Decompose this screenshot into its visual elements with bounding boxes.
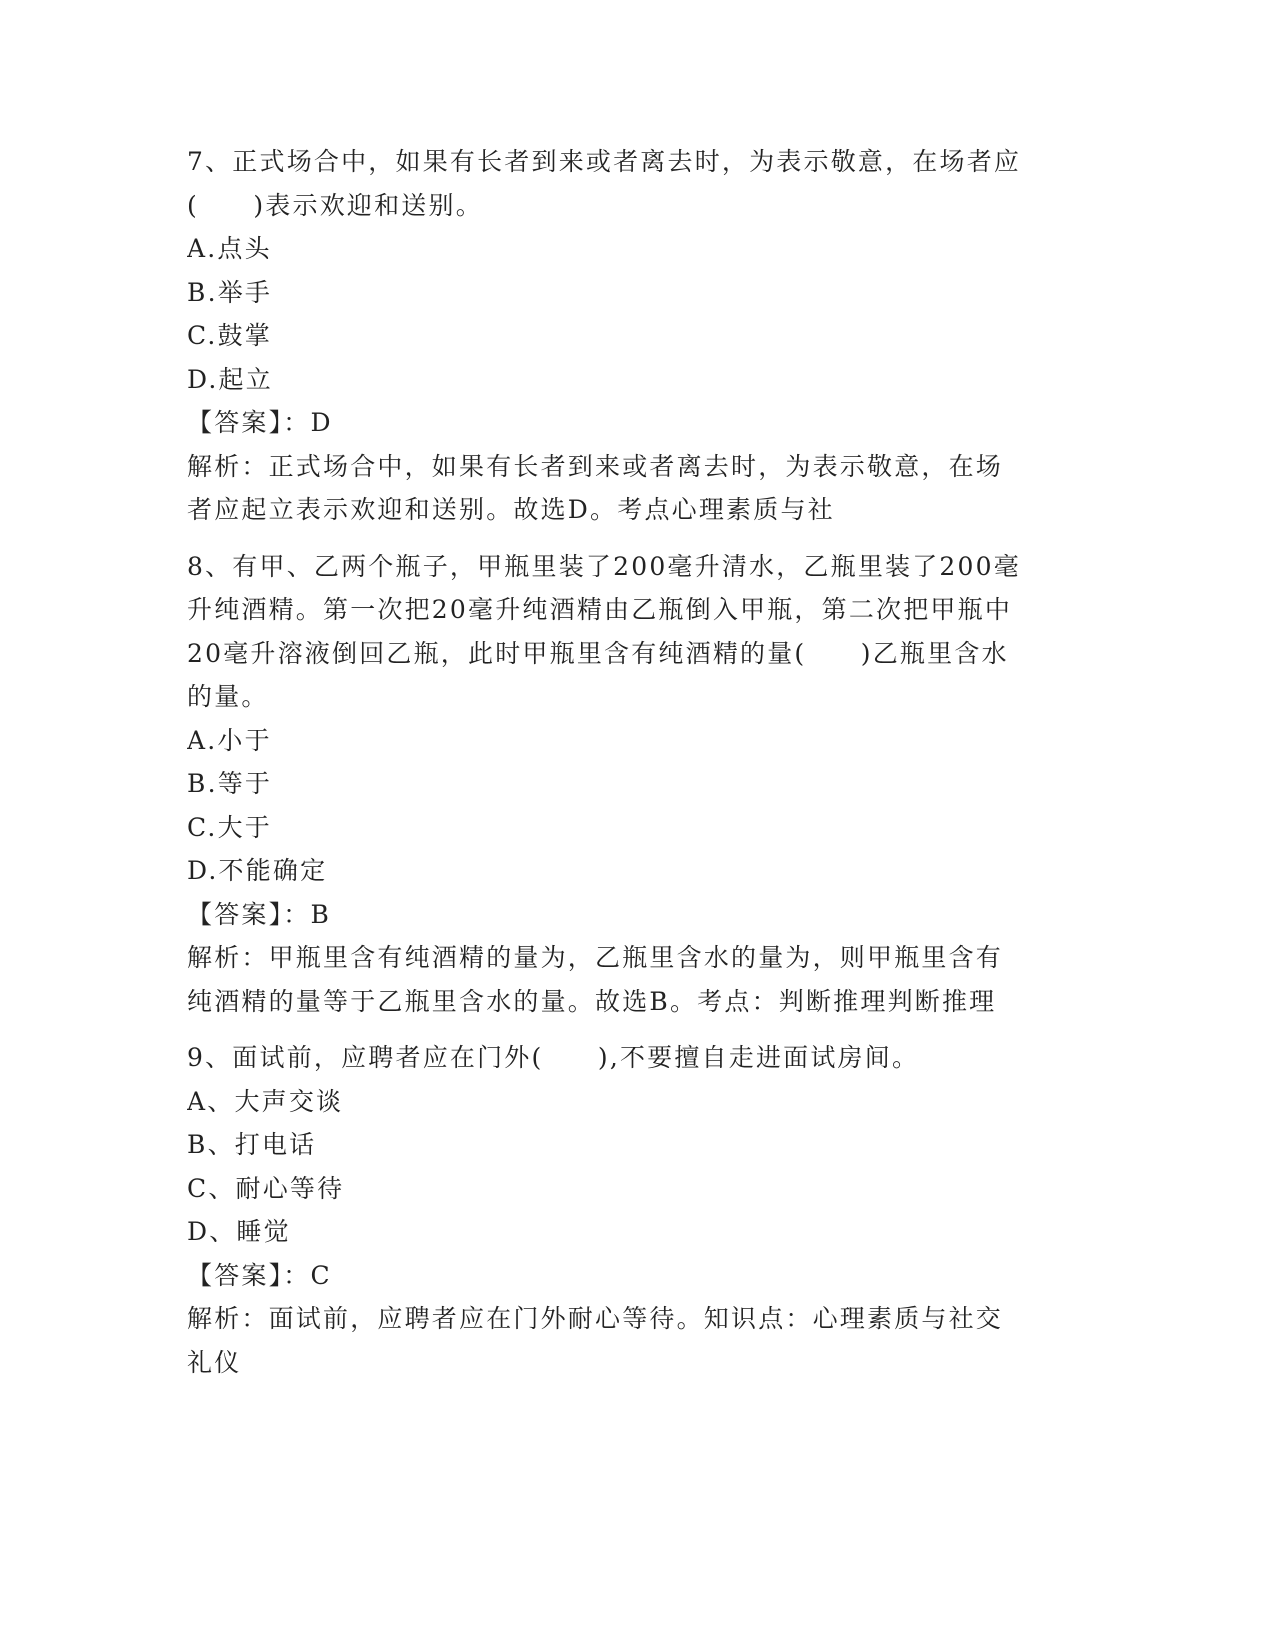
- option-b: B.等于: [187, 769, 273, 798]
- question-stem: 升纯酒精。第一次把20毫升纯酒精由乙瓶倒入甲瓶，第二次把甲瓶中: [187, 595, 1013, 624]
- document-page: [187, 140, 1087, 1397]
- answer-line: 【答案】：C: [187, 1260, 332, 1290]
- answer-line: 【答案】：D: [187, 408, 333, 437]
- analysis-text: 纯酒精的量等于乙瓶里含水的量。故选B。考点：判断推理判断推理: [187, 986, 997, 1016]
- analysis-text: 解析：甲瓶里含有纯酒精的量为，乙瓶里含水的量为，则甲瓶里含有: [187, 943, 1004, 972]
- question-stem: 20毫升溶液倒回乙瓶，此时甲瓶里含有纯酒精的量( )乙瓶里含水: [187, 638, 1009, 668]
- option-a: A.点头: [187, 234, 272, 263]
- question-7: [187, 140, 1087, 532]
- analysis-text: 者应起立表示欢迎和送别。故选D。考点心理素质与社: [187, 495, 835, 524]
- question-9: [187, 1036, 1087, 1384]
- option-d: D.起立: [187, 364, 273, 394]
- option-a: A.小于: [187, 725, 272, 755]
- answer-line: 【答案】：B: [187, 899, 332, 929]
- question-stem: 7、正式场合中，如果有长者到来或者离去时，为表示敬意，在场者应: [187, 147, 1022, 176]
- question-stem: ( )表示欢迎和送别。: [187, 190, 483, 220]
- option-b: B、打电话: [187, 1130, 317, 1159]
- question-8: [187, 545, 1087, 1024]
- analysis-text: 解析：正式场合中，如果有长者到来或者离去时，为表示敬意，在场: [187, 451, 1004, 481]
- analysis-text: 礼仪: [187, 1347, 242, 1377]
- option-d: D.不能确定: [187, 856, 328, 885]
- question-stem: 9、面试前，应聘者应在门外( ),不要擅自走进面试房间。: [187, 1043, 920, 1072]
- question-stem: 8、有甲、乙两个瓶子，甲瓶里装了200毫升清水，乙瓶里装了200毫: [187, 551, 1021, 581]
- option-d: D、睡觉: [187, 1217, 291, 1246]
- option-c: C.大于: [187, 812, 272, 842]
- analysis-text: 解析：面试前，应聘者应在门外耐心等待。知识点：心理素质与社交: [187, 1304, 1004, 1333]
- option-c: C、耐心等待: [187, 1173, 345, 1203]
- option-c: C.鼓掌: [187, 321, 272, 350]
- question-stem: 的量。: [187, 682, 269, 711]
- option-b: B.举手: [187, 277, 273, 307]
- option-a: A、大声交谈: [187, 1086, 344, 1116]
